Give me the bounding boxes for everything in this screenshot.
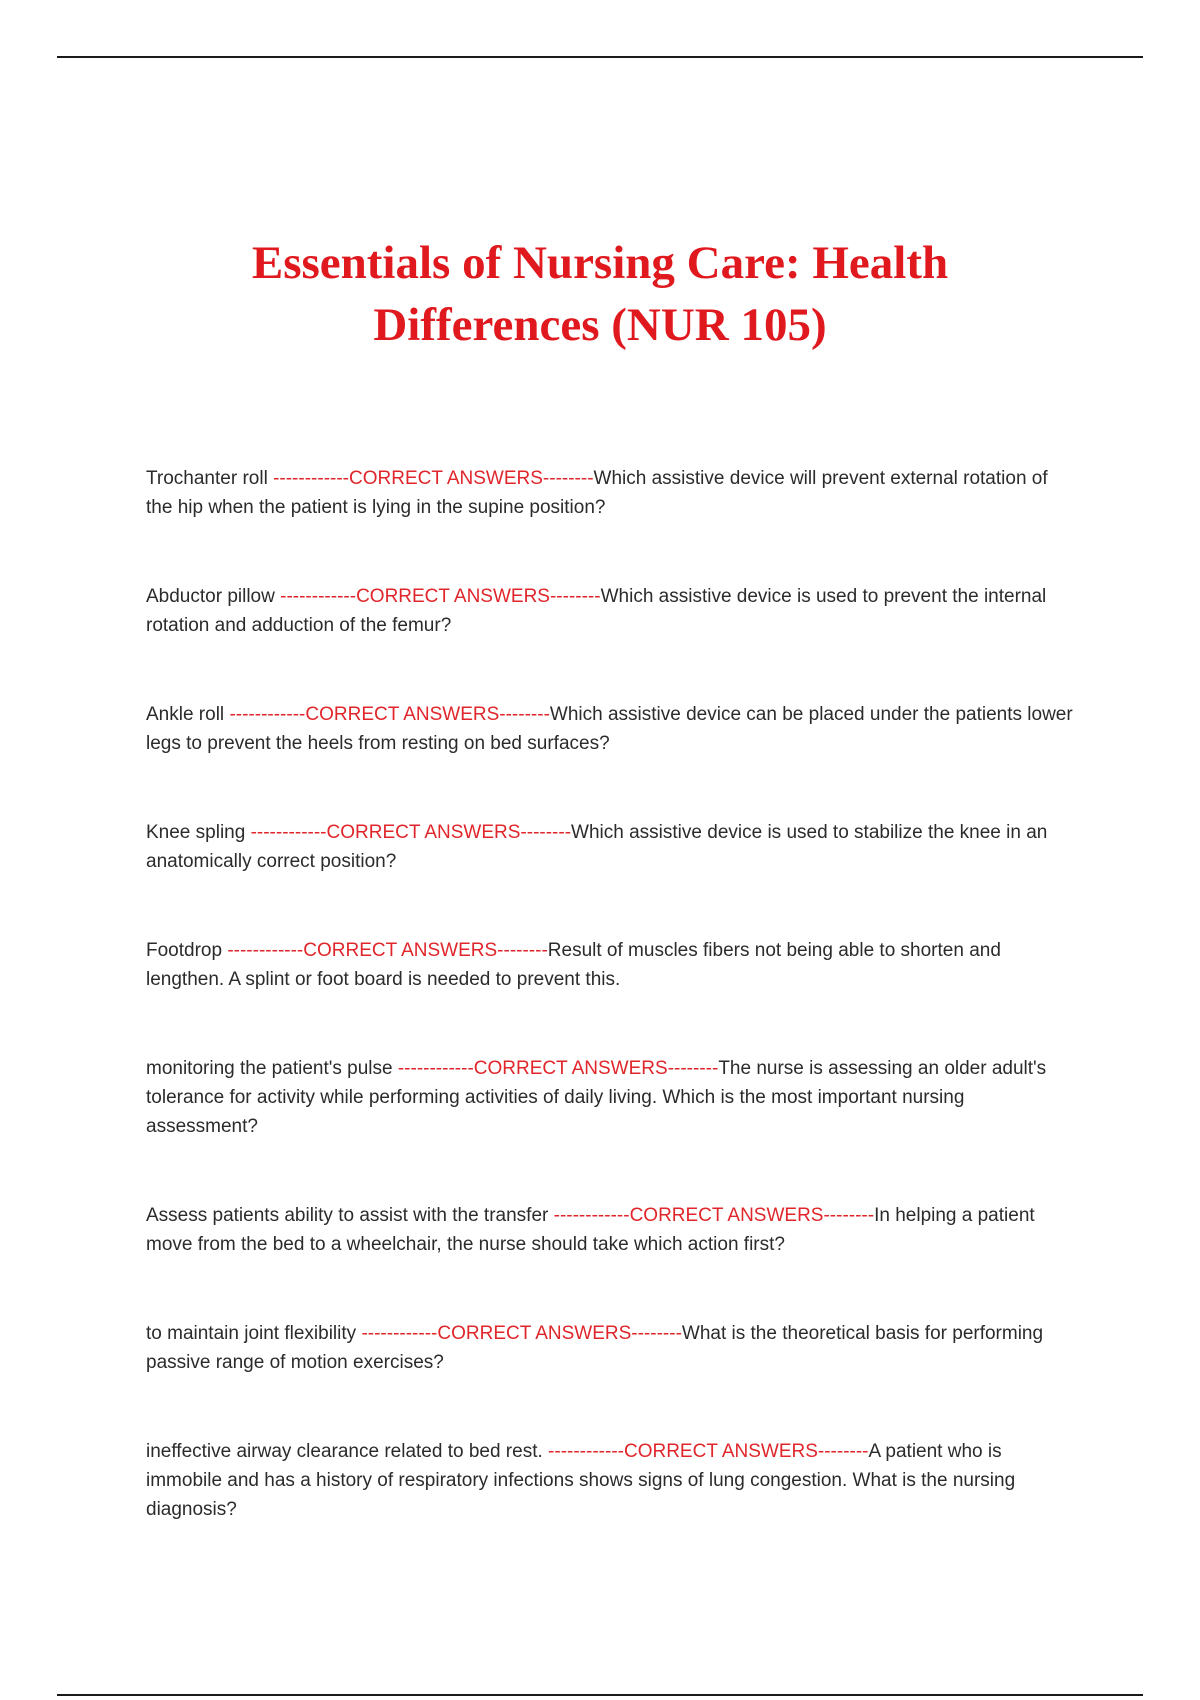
qa-correct-answers-marker: ------------CORRECT ANSWERS bbox=[250, 822, 521, 843]
qa-answer: monitoring the patient's pulse bbox=[146, 1058, 393, 1079]
qa-item: Abductor pillow ------------CORRECT ANSWERS--------Which assistive device is used to prevent the internal rotation and adduction of the femur? bbox=[146, 586, 1047, 636]
top-divider bbox=[57, 56, 1143, 58]
qa-answer: Ankle roll bbox=[146, 704, 225, 725]
qa-correct-answers-marker: ------------CORRECT ANSWERS bbox=[229, 704, 500, 725]
qa-item: monitoring the patient's pulse ------------CORRECT ANSWERS--------The nurse is assessing an older adult's tolerance for activity while performing activities of daily living. Which is the most important nursing assessment? bbox=[146, 1058, 1047, 1137]
qa-correct-answers-marker: ------------CORRECT ANSWERS bbox=[361, 1323, 632, 1344]
qa-item: to maintain joint flexibility ------------CORRECT ANSWERS--------What is the theoretical basis for performing passive range of motion exercises? bbox=[146, 1323, 1044, 1373]
document-title bbox=[0, 232, 1200, 356]
qa-correct-answers-marker: ------------CORRECT ANSWERS bbox=[280, 586, 550, 607]
qa-answer: Abductor pillow bbox=[146, 586, 275, 607]
qa-correct-answers-marker: ------------CORRECT ANSWERS bbox=[397, 1058, 668, 1079]
qa-question: Which assistive device will prevent external rotation of the hip when the patient is lying in the supine position? bbox=[146, 468, 1048, 518]
qa-question: Which assistive device is used to stabilize the knee in an anatomically correct position? bbox=[146, 822, 1048, 872]
qa-item: ineffective airway clearance related to bed rest. ------------CORRECT ANSWERS--------A patient who is immobile and has a history of respiratory infections shows signs of lung congestion. What is the nursing diagnosis? bbox=[146, 1441, 1016, 1520]
qa-item: Ankle roll ------------CORRECT ANSWERS--------Which assistive device can be placed under the patients lower legs to prevent the heels from resting on bed surfaces? bbox=[146, 704, 1073, 754]
qa-question: A patient who is immobile and has a history of respiratory infections shows signs of lung congestion. What is the nursing diagnosis? bbox=[146, 1441, 1016, 1520]
qa-item: Trochanter roll ------------CORRECT ANSWERS--------Which assistive device will prevent external rotation of the hip when the patient is lying in the supine position? bbox=[146, 468, 1048, 518]
qa-answer: ineffective airway clearance related to bed rest. bbox=[146, 1441, 543, 1462]
qa-answer: Assess patients ability to assist with the transfer bbox=[146, 1205, 549, 1226]
qa-item: Knee spling ------------CORRECT ANSWERS--------Which assistive device is used to stabilize the knee in an anatomically correct position? bbox=[146, 822, 1048, 872]
qa-item: Assess patients ability to assist with the transfer ------------CORRECT ANSWERS--------In helping a patient move from the bed to a wheelchair, the nurse should take which action first? bbox=[146, 1205, 1035, 1255]
qa-question: What is the theoretical basis for performing passive range of motion exercises? bbox=[146, 1323, 1044, 1373]
title-line-1: Essentials of Nursing Care: Health bbox=[251, 237, 949, 289]
qa-answer: Trochanter roll bbox=[146, 468, 268, 489]
bottom-divider bbox=[57, 1694, 1143, 1696]
qa-item: Footdrop ------------CORRECT ANSWERS--------Result of muscles fibers not being able to shorten and lengthen. A splint or foot board is needed to prevent this. bbox=[146, 940, 1001, 990]
qa-answer: Knee spling bbox=[146, 822, 246, 843]
qa-correct-answers-marker: ------------CORRECT ANSWERS bbox=[553, 1205, 824, 1226]
qa-correct-answers-marker: ------------CORRECT ANSWERS bbox=[227, 940, 498, 961]
qa-answer: to maintain joint flexibility bbox=[146, 1323, 357, 1344]
qa-question: In helping a patient move from the bed to a wheelchair, the nurse should take which action first? bbox=[146, 1205, 1035, 1255]
title-line-2: Differences (NUR 105) bbox=[373, 299, 827, 351]
qa-correct-answers-marker: ------------CORRECT ANSWERS bbox=[273, 468, 543, 489]
qa-answer: Footdrop bbox=[146, 940, 223, 961]
qa-question: Result of muscles fibers not being able to shorten and lengthen. A splint or foot board is needed to prevent this. bbox=[146, 940, 1001, 990]
qa-list bbox=[146, 464, 1076, 1584]
qa-question: The nurse is assessing an older adult's tolerance for activity while performing activities of daily living. Which is the most important nursing assessment? bbox=[146, 1058, 1047, 1137]
qa-question: Which assistive device can be placed under the patients lower legs to prevent the heels from resting on bed surfaces? bbox=[146, 704, 1073, 754]
qa-question: Which assistive device is used to prevent the internal rotation and adduction of the femur? bbox=[146, 586, 1047, 636]
qa-correct-answers-marker: ------------CORRECT ANSWERS bbox=[548, 1441, 818, 1462]
